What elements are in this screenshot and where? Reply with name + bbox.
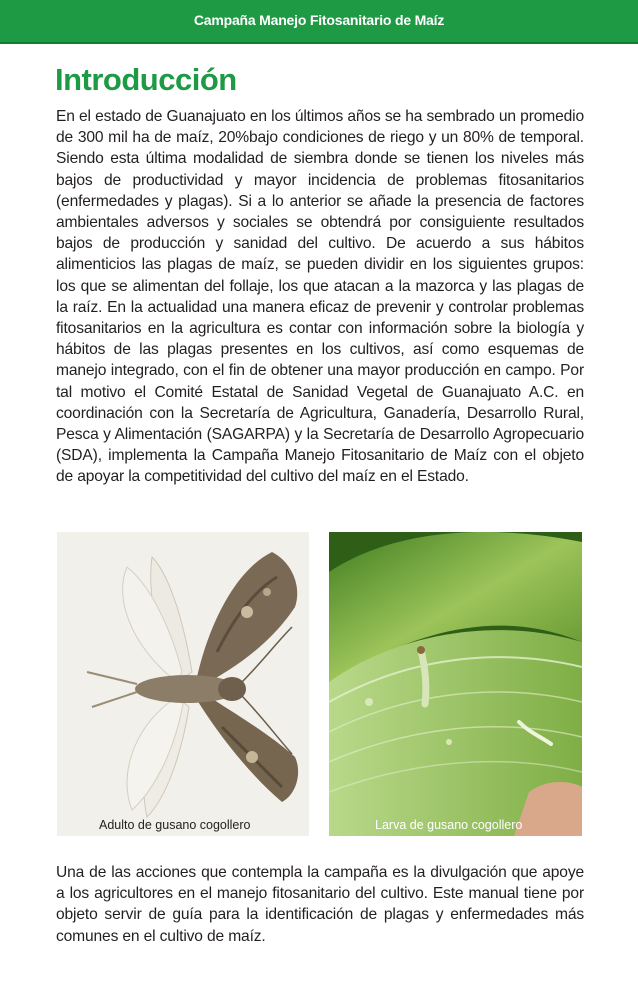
caption-bar-larva (329, 814, 582, 836)
caption-bar-moth (57, 814, 309, 836)
page-title: Introducción (55, 62, 237, 97)
adult-moth-photo (57, 532, 309, 836)
closing-paragraph: Una de las acciones que contempla la campaña es la divulgación que apoye a los agricultores en el manejo fitosanitario del cultivo. Este manual tiene por objeto servir de guía para la identificación de plagas y enfermedades más comunes en el cultivo de maíz. (56, 864, 584, 945)
larva-leaf-illustration (329, 532, 582, 836)
larva-on-leaf-photo (329, 532, 582, 836)
figure-caption-larva: Larva de gusano cogollero (375, 818, 523, 832)
header-bar (0, 0, 638, 44)
figure-caption-moth: Adulto de gusano cogollero (99, 818, 251, 832)
header-title: Campaña Manejo Fitosanitario de Maíz (193, 12, 445, 28)
intro-paragraph: En el estado de Guanajuato en los últimos años se ha sembrado un promedio de 300 mil ha de maíz, 20%bajo condiciones de riego y un 80% de temporal. Siendo esta última modalidad de siembra donde se tienen los niveles más bajos de productividad y mayor incidencia de problemas fitosanitarios (enfermedades y plagas). Si a lo anterior se añade la presencia de factores ambientales adversos y sociales se obtendrá por consiguiente resultados bajos de producción y sanidad del cultivo. De acuerdo a sus hábitos alimenticios las plagas de maíz, se pueden dividir en los siguientes grupos: los que se alimentan del follaje, los que atacan a la mazorca y las plagas de la raíz. En la actualidad una manera eficaz de prevenir y controlar problemas fitosanitarios en la agricultura es contar con información sobre la biología y hábitos de las plagas presentes en los cultivos, así como esquemas de manejo integrado, con el fin de obtener una mayor producción en campo. Por tal motivo el Comité Estatal de Sanidad Vegetal de Guanajuato A.C. en coordinación con la Secretaría de Agricultura, Ganadería, Desarrollo Rural, Pesca y Alimentación (SAGARPA) y la Secretaría de Desarrollo Agropecuario (SDA), implementa la Campaña Manejo Fitosanitario de Maíz con el objeto de apoyar la competitividad del cultivo del maíz en el Estado. (56, 108, 584, 486)
moth-illustration (57, 532, 309, 836)
